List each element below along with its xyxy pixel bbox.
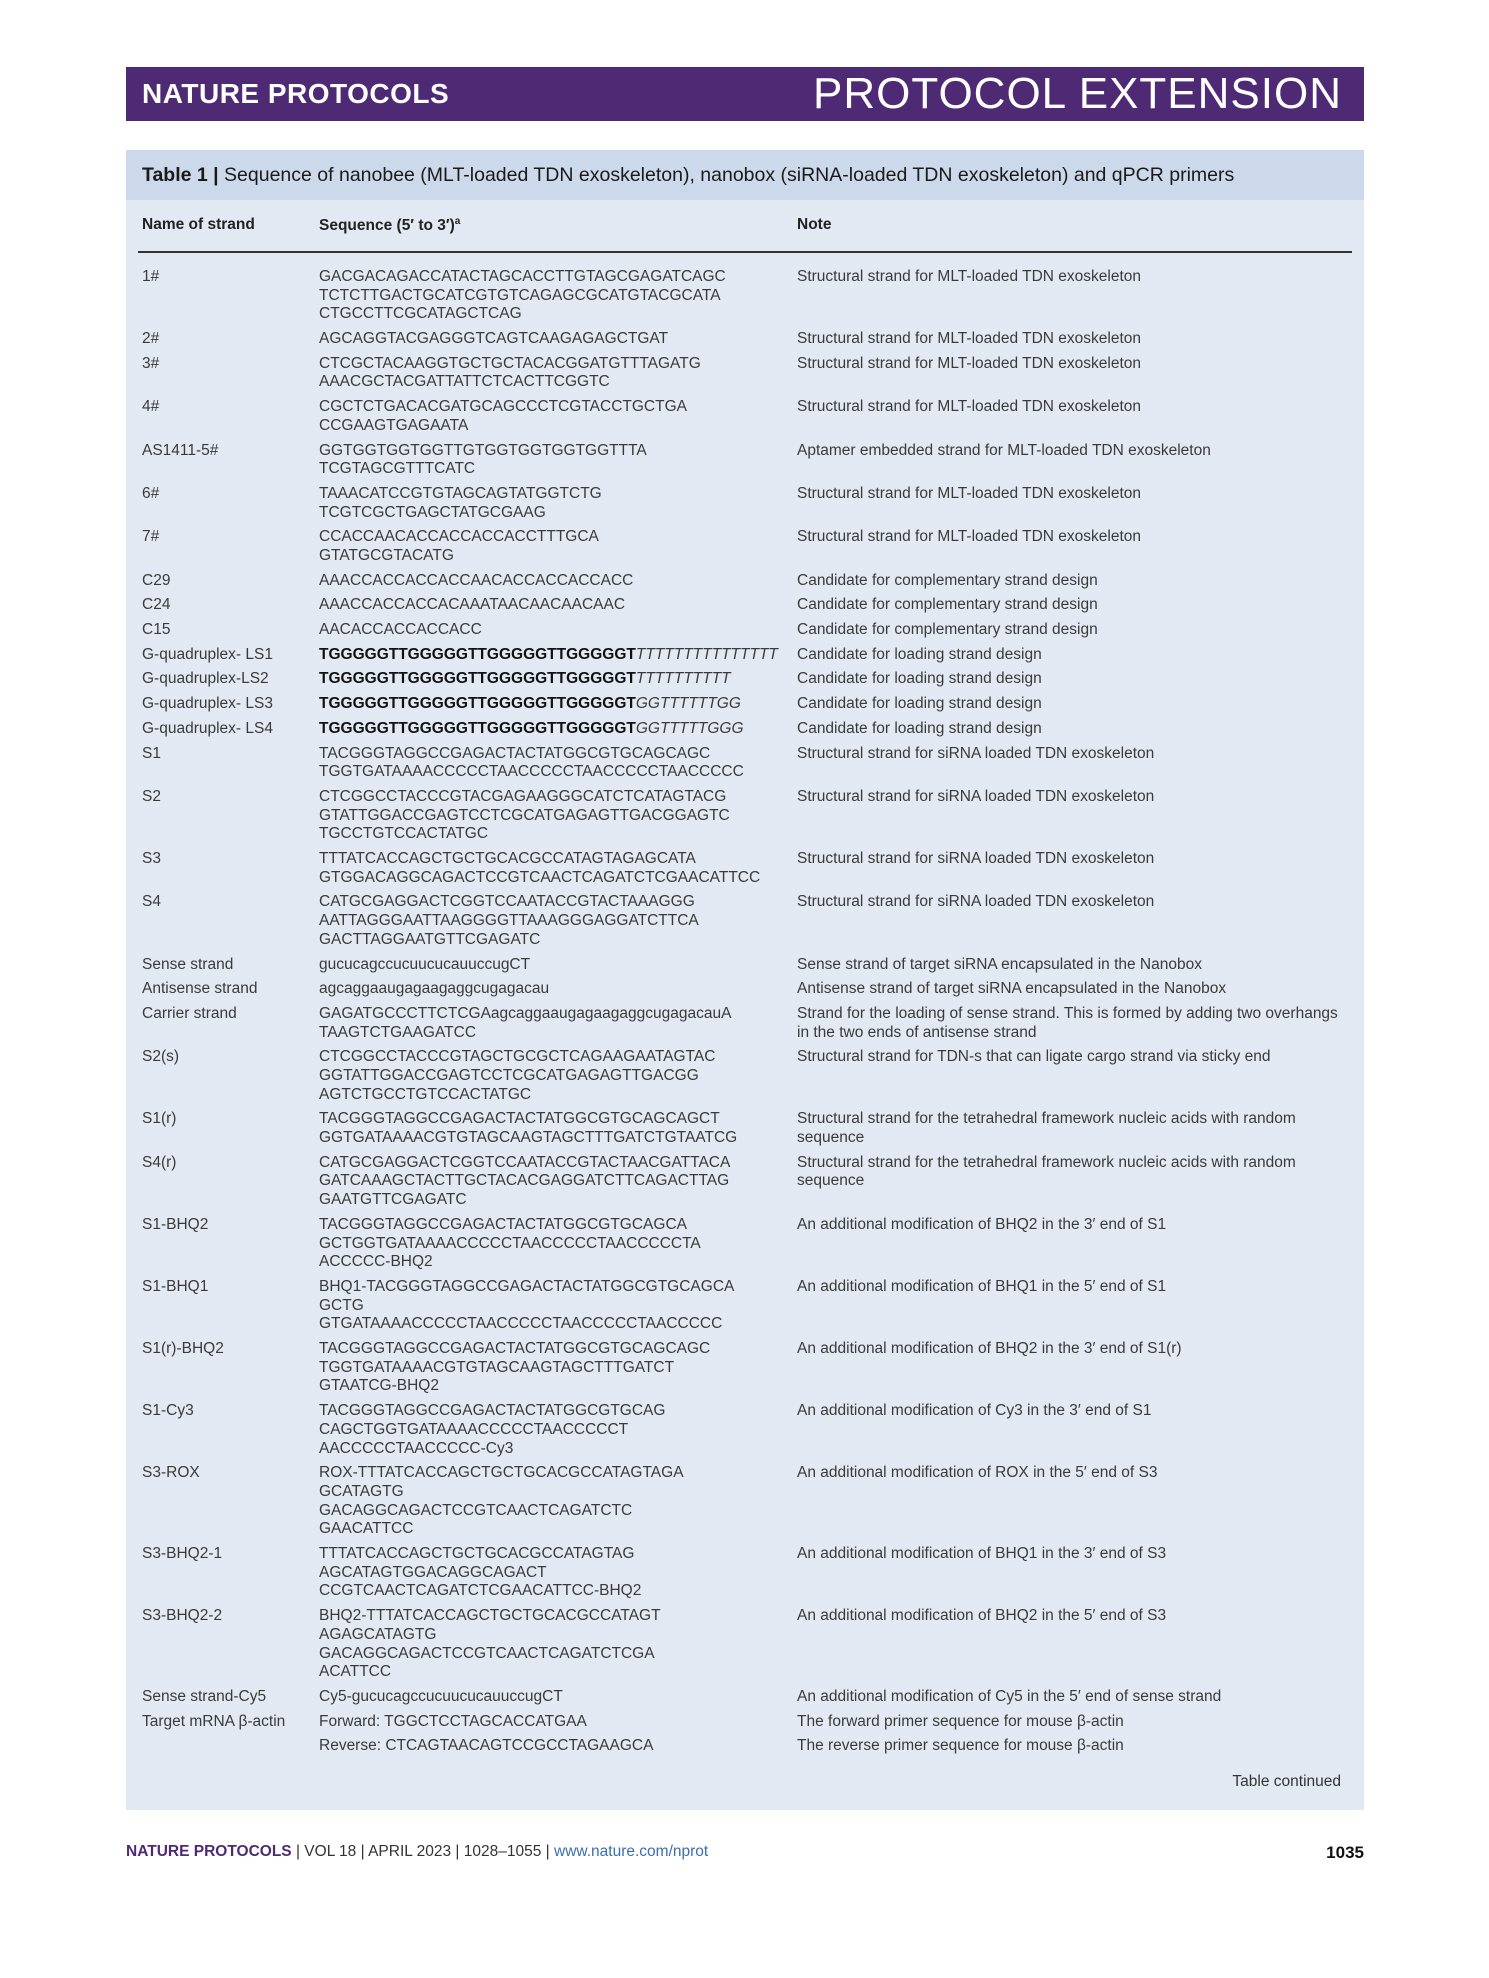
sequence-line: gucucagccucuucucauuccugCT — [319, 955, 531, 973]
strand-sequence — [319, 1545, 789, 1601]
sequence-line: ACATTCC — [319, 1663, 392, 1681]
poly-tail: GGTTTTTGGG — [635, 719, 744, 737]
section-label: PROTOCOL EXTENSION — [813, 69, 1342, 118]
strand-sequence — [319, 528, 789, 565]
strand-sequence — [319, 1154, 789, 1210]
sequence-line: GGTGGTGGTGGTTGTGGTGGTGGTGGTTTA — [319, 441, 647, 459]
strand-note: Structural strand for siRNA loaded TDN exoskeleton — [797, 744, 1155, 762]
strand-name: G-quadruplex- LS3 — [142, 695, 273, 713]
sequence-line: AACACCACCACCACC — [319, 621, 482, 639]
table-continued: Table continued — [1232, 1773, 1341, 1790]
table-row — [0, 528, 1489, 565]
table-row — [0, 1340, 1489, 1396]
table-body — [0, 268, 1489, 1762]
table-row — [0, 893, 1489, 949]
strand-note: Structural strand for MLT-loaded TDN exoskeleton — [797, 484, 1142, 502]
strand-sequence — [319, 788, 789, 844]
table-row — [0, 956, 1489, 975]
sequence-line: TCTCTTGACTGCATCGTGTCAGAGCGCATGTACGCATA — [319, 286, 721, 304]
strand-name: S2 — [142, 787, 161, 805]
table-row — [0, 355, 1489, 392]
sequence-line: AGTCTGCCTGTCCACTATGC — [319, 1085, 532, 1103]
strand-note: Candidate for complementary strand design — [797, 621, 1098, 639]
strand-sequence — [319, 268, 789, 324]
table-row — [0, 1545, 1489, 1601]
strand-sequence — [319, 1402, 789, 1458]
table-label: Table 1 | — [142, 164, 219, 186]
strand-name: 3# — [142, 354, 160, 372]
strand-sequence — [319, 596, 789, 615]
sequence-line: GAACATTCC — [319, 1520, 414, 1538]
sequence-line: ROX-TTTATCACCAGCTGCTGCACGCCATAGTAGA — [319, 1464, 684, 1482]
sequence-line: GAGATGCCCTTCTCGAagcaggaaugagaagaggcugagacauA — [319, 1004, 732, 1022]
table-row — [0, 572, 1489, 591]
strand-sequence — [319, 1216, 789, 1272]
sequence-line: Forward: TGGCTCCTAGCACCATGAA — [319, 1712, 587, 1730]
strand-sequence — [319, 442, 789, 479]
strand-note: Structural strand for MLT-loaded TDN exoskeleton — [797, 330, 1142, 348]
footer-journal: NATURE PROTOCOLS — [126, 1843, 292, 1860]
strand-name: Target mRNA β-actin — [142, 1712, 286, 1730]
strand-note: Structural strand for MLT-loaded TDN exoskeleton — [797, 528, 1142, 546]
strand-note: Candidate for loading strand design — [797, 695, 1042, 713]
table-row — [0, 1737, 1489, 1756]
table-row — [0, 788, 1489, 844]
strand-name: 6# — [142, 484, 160, 502]
sequence-line: GCATAGTG — [319, 1482, 404, 1500]
sequence-line: TTTATCACCAGCTGCTGCACGCCATAGTAGAGCATA — [319, 850, 696, 868]
sequence-line — [319, 646, 789, 665]
strand-name: C24 — [142, 596, 171, 614]
strand-note: Candidate for loading strand design — [797, 670, 1042, 688]
sequence-line: AAACGCTACGATTATTCTCACTTCGGTC — [319, 373, 610, 391]
strand-note: Structural strand for siRNA loaded TDN exoskeleton — [797, 850, 1155, 868]
table-caption — [126, 150, 1364, 200]
footer-sep: | — [360, 1843, 365, 1860]
strand-name: 4# — [142, 398, 160, 416]
strand-name: G-quadruplex- LS1 — [142, 645, 273, 663]
sequence-line: TGGTGATAAAACGTGTAGCAAGTAGCTTTGATCT — [319, 1358, 675, 1376]
sequence-line: TACGGGTAGGCCGAGACTACTATGGCGTGCAGCAGC — [319, 744, 711, 762]
sequence-line: GTATGCGTACATG — [319, 547, 454, 565]
strand-note: The reverse primer sequence for mouse β-actin — [797, 1737, 1124, 1755]
strand-sequence — [319, 1278, 789, 1334]
sequence-line: CTCGGCCTACCCGTACGAGAAGGGCATCTCATAGTACG — [319, 787, 727, 805]
sequence-line: CGCTCTGACACGATGCAGCCCTCGTACCTGCTGA — [319, 398, 687, 416]
sequence-line: GGTGATAAAACGTGTAGCAAGTAGCTTTGATCTGTAATCG — [319, 1129, 738, 1147]
table-row — [0, 670, 1489, 689]
sequence-line: Reverse: CTCAGTAACAGTCCGCCTAGAAGCA — [319, 1737, 654, 1755]
strand-name: G-quadruplex-LS2 — [142, 670, 269, 688]
table-row — [0, 850, 1489, 887]
sequence-line: GAATGTTCGAGATC — [319, 1191, 467, 1209]
strand-sequence — [319, 1048, 789, 1104]
strand-name: S1 — [142, 744, 161, 762]
sequence-line: CATGCGAGGACTCGGTCCAATACCGTACTAACGATTACA — [319, 1153, 731, 1171]
footer-sep: | — [545, 1843, 550, 1860]
sequence-line: GCTGGTGATAAAACCCCCTAACCCCCTAACCCCCTA — [319, 1234, 701, 1252]
strand-note: Antisense strand of target siRNA encapsulated in the Nanobox — [797, 980, 1227, 998]
sequence-line: BHQ2-TTTATCACCAGCTGCTGCACGCCATAGT — [319, 1607, 661, 1625]
footer-volume: VOL 18 — [304, 1843, 357, 1860]
strand-name: 1# — [142, 268, 160, 285]
journal-name: NATURE PROTOCOLS — [142, 78, 450, 109]
strand-note: Candidate for loading strand design — [797, 645, 1042, 663]
strand-sequence — [319, 956, 789, 975]
strand-note: Structural strand for the tetrahedral framework nucleic acids with random sequence — [797, 1153, 1296, 1190]
strand-name: Antisense strand — [142, 980, 258, 998]
strand-name: AS1411-5# — [142, 441, 219, 459]
sequence-line: TACGGGTAGGCCGAGACTACTATGGCGTGCAGCAGC — [319, 1340, 711, 1358]
sequence-line: AAACCACCACCACAAATAACAACAACAAC — [319, 596, 626, 614]
strand-note: An additional modification of BHQ2 in the 3′ end of S1(r) — [797, 1340, 1182, 1358]
strand-note: Structural strand for MLT-loaded TDN exoskeleton — [797, 398, 1142, 416]
strand-sequence — [319, 980, 789, 999]
strand-note: Candidate for complementary strand design — [797, 571, 1098, 589]
strand-note: Structural strand for TDN-s that can ligate cargo strand via sticky end — [797, 1048, 1271, 1066]
strand-note: Structural strand for siRNA loaded TDN exoskeleton — [797, 787, 1155, 805]
sequence-line — [319, 695, 789, 714]
table-row — [0, 745, 1489, 782]
strand-sequence — [319, 1713, 789, 1732]
sequence-line: TGGTGATAAAACCCCCTAACCCCCTAACCCCCTAACCCCC — [319, 763, 744, 781]
sequence-line: ACCCCC-BHQ2 — [319, 1253, 433, 1271]
strand-note: An additional modification of BHQ1 in the 5′ end of S1 — [797, 1277, 1167, 1295]
strand-name: Sense strand-Cy5 — [142, 1687, 267, 1705]
table-caption-text: Sequence of nanobee (MLT-loaded TDN exoskeleton), nanobox (siRNA-loaded TDN exoskeleton) and qPCR primers — [224, 164, 1235, 186]
sequence-line: GACGACAGACCATACTAGCACCTTGTAGCGAGATCAGC — [319, 268, 726, 285]
strand-note: An additional modification of BHQ2 in the 5′ end of S3 — [797, 1607, 1167, 1625]
table-row — [0, 1048, 1489, 1104]
footer-citation — [126, 1843, 708, 1861]
strand-note: An additional modification of ROX in the 5′ end of S3 — [797, 1464, 1158, 1482]
g-quadruplex-core: TGGGGGTTGGGGGTTGGGGGTTGGGGGT — [319, 670, 636, 688]
table-row — [0, 330, 1489, 349]
sequence-line: TTTATCACCAGCTGCTGCACGCCATAGTAG — [319, 1545, 635, 1563]
strand-sequence — [319, 1688, 789, 1707]
sequence-line: AGAGCATAGTG — [319, 1625, 437, 1643]
poly-tail: GGTTTTTTGG — [635, 695, 741, 713]
strand-name: S3-BHQ2-1 — [142, 1545, 223, 1563]
strand-name: S1(r)-BHQ2 — [142, 1340, 224, 1358]
strand-name: S1-Cy3 — [142, 1402, 194, 1420]
strand-sequence — [319, 355, 789, 392]
strand-name: Sense strand — [142, 955, 234, 973]
strand-note: An additional modification of Cy5 in the 5′ end of sense strand — [797, 1687, 1222, 1705]
strand-sequence — [319, 1464, 789, 1539]
sequence-line: TACGGGTAGGCCGAGACTACTATGGCGTGCAGCA — [319, 1215, 687, 1233]
g-quadruplex-core: TGGGGGTTGGGGGTTGGGGGTTGGGGGT — [319, 719, 636, 737]
strand-sequence — [319, 670, 789, 689]
footer-date: APRIL 2023 — [368, 1843, 452, 1860]
strand-sequence — [319, 720, 789, 739]
table-row — [0, 1688, 1489, 1707]
sequence-line: TACGGGTAGGCCGAGACTACTATGGCGTGCAGCAGCT — [319, 1110, 720, 1128]
table-row — [0, 695, 1489, 714]
sequence-line: AACCCCCTAACCCCC-Cy3 — [319, 1439, 514, 1457]
strand-sequence — [319, 621, 789, 640]
table-row — [0, 398, 1489, 435]
table-row — [0, 1464, 1489, 1539]
poly-tail: TTTTTTTTTTTTTTT — [635, 645, 778, 663]
table-row — [0, 1154, 1489, 1210]
strand-sequence — [319, 893, 789, 949]
strand-sequence — [319, 1110, 789, 1147]
sequence-line: CCGAAGTGAGAATA — [319, 416, 469, 434]
sequence-line: TGCCTGTCCACTATGC — [319, 825, 489, 843]
sequence-line: GCTG — [319, 1296, 364, 1314]
strand-sequence — [319, 398, 789, 435]
footer-url[interactable]: www.nature.com/nprot — [554, 1843, 709, 1860]
sequence-line: GTGGACAGGCAGACTCCGTCAACTCAGATCTCGAACATTCC — [319, 868, 761, 886]
table-row — [0, 621, 1489, 640]
table-row — [0, 442, 1489, 479]
sequence-line: TAAGTCTGAAGATCC — [319, 1023, 477, 1041]
sequence-line: CTCGGCCTACCCGTAGCTGCGCTCAGAAGAATAGTAC — [319, 1048, 716, 1066]
sequence-line: CATGCGAGGACTCGGTCCAATACCGTACTAAAGGG — [319, 893, 695, 911]
sequence-line: GACAGGCAGACTCCGTCAACTCAGATCTC — [319, 1501, 633, 1519]
sequence-line: agcaggaaugagaagaggcugagacau — [319, 980, 550, 998]
strand-name: S4 — [142, 893, 161, 911]
strand-name: S2(s) — [142, 1048, 180, 1066]
strand-sequence — [319, 646, 789, 665]
strand-name: C15 — [142, 621, 171, 639]
strand-name: S3-ROX — [142, 1464, 200, 1482]
footer-sep: | — [455, 1843, 460, 1860]
g-quadruplex-core: TGGGGGTTGGGGGTTGGGGGTTGGGGGT — [319, 645, 636, 663]
strand-sequence — [319, 330, 789, 349]
sequence-line — [319, 670, 789, 689]
strand-sequence — [319, 572, 789, 591]
sequence-line: CCGTCAACTCAGATCTCGAACATTCC-BHQ2 — [319, 1582, 642, 1600]
strand-name: 7# — [142, 528, 160, 546]
table-row — [0, 1402, 1489, 1458]
strand-sequence — [319, 1607, 789, 1682]
sequence-line: TAAACATCCGTGTAGCAGTATGGTCTG — [319, 484, 602, 502]
column-header-sequence-text: Sequence (5′ to 3′) — [319, 217, 455, 235]
strand-name: S1-BHQ1 — [142, 1277, 209, 1295]
table-row — [0, 1005, 1489, 1042]
sequence-line: GTAATCG-BHQ2 — [319, 1377, 439, 1395]
strand-name: S3-BHQ2-2 — [142, 1607, 223, 1625]
strand-note: Structural strand for MLT-loaded TDN exoskeleton — [797, 268, 1142, 285]
sequence-line: CTGCCTTCGCATAGCTCAG — [319, 305, 522, 323]
strand-name: C29 — [142, 571, 171, 589]
strand-note: Strand for the loading of sense strand. This is formed by adding two overhangs in the two ends of antisense strand — [797, 1004, 1338, 1041]
strand-sequence — [319, 1340, 789, 1396]
footnote-mark: a — [454, 216, 461, 227]
table-row — [0, 1110, 1489, 1147]
sequence-line: GTGATAAAACCCCCTAACCCCCTAACCCCCTAACCCCC — [319, 1315, 723, 1333]
strand-name: G-quadruplex- LS4 — [142, 719, 273, 737]
strand-name: S3 — [142, 850, 161, 868]
strand-note: An additional modification of BHQ2 in the 3′ end of S1 — [797, 1215, 1167, 1233]
strand-sequence — [319, 745, 789, 782]
strand-note: An additional modification of Cy3 in the 3′ end of S1 — [797, 1402, 1152, 1420]
sequence-line: GACTTAGGAATGTTCGAGATC — [319, 930, 541, 948]
strand-sequence — [319, 695, 789, 714]
sequence-line: CTCGCTACAAGGTGCTGCTACACGGATGTTTAGATG — [319, 354, 701, 372]
sequence-line: TCGTAGCGTTTCATC — [319, 460, 476, 478]
strand-note: The forward primer sequence for mouse β-actin — [797, 1712, 1124, 1730]
column-header-sequence — [319, 216, 460, 235]
footer-sep: | — [295, 1843, 300, 1860]
strand-name: Carrier strand — [142, 1004, 237, 1022]
strand-name: S4(r) — [142, 1153, 177, 1171]
strand-sequence — [319, 485, 789, 522]
strand-note: Candidate for complementary strand design — [797, 596, 1098, 614]
header-rule — [138, 251, 1352, 253]
footer-pages: 1028–1055 — [463, 1843, 542, 1860]
sequence-line: GACAGGCAGACTCCGTCAACTCAGATCTCGA — [319, 1644, 655, 1662]
table-row — [0, 1216, 1489, 1272]
table-row — [0, 980, 1489, 999]
sequence-line: CCACCAACACCACCACCACCTTTGCA — [319, 528, 599, 546]
table-row — [0, 485, 1489, 522]
table-row — [0, 268, 1489, 324]
strand-sequence — [319, 850, 789, 887]
sequence-line: CAGCTGGTGATAAAACCCCCTAACCCCCT — [319, 1420, 629, 1438]
sequence-line: AAACCACCACCACCAACACCACCACCACC — [319, 571, 634, 589]
sequence-line: AGCATAGTGGACAGGCAGACT — [319, 1563, 547, 1581]
page-number: 1035 — [1326, 1843, 1364, 1862]
sequence-line: AATTAGGGAATTAAGGGGTTAAAGGGAGGATCTTCA — [319, 912, 699, 930]
sequence-line: GATCAAAGCTACTTGCTACACGAGGATCTTCAGACTTAG — [319, 1172, 730, 1190]
poly-tail: TTTTTTTTTT — [635, 670, 731, 688]
strand-name: S1-BHQ2 — [142, 1215, 209, 1233]
strand-sequence — [319, 1005, 789, 1042]
table-row — [0, 596, 1489, 615]
table-row — [0, 1278, 1489, 1334]
strand-note: An additional modification of BHQ1 in the 3′ end of S3 — [797, 1545, 1167, 1563]
strand-note: Candidate for loading strand design — [797, 719, 1042, 737]
strand-note: Sense strand of target siRNA encapsulated in the Nanobox — [797, 955, 1202, 973]
strand-note: Structural strand for the tetrahedral framework nucleic acids with random sequence — [797, 1110, 1296, 1147]
sequence-line: BHQ1-TACGGGTAGGCCGAGACTACTATGGCGTGCAGCA — [319, 1277, 735, 1295]
sequence-line: GTATTGGACCGAGTCCTCGCATGAGAGTTGACGGAGTC — [319, 806, 730, 824]
table-row — [0, 720, 1489, 739]
strand-name: 2# — [142, 330, 160, 348]
strand-note: Aptamer embedded strand for MLT-loaded TDN exoskeleton — [797, 441, 1211, 459]
strand-note: Structural strand for siRNA loaded TDN exoskeleton — [797, 893, 1155, 911]
strand-name: S1(r) — [142, 1110, 177, 1128]
strand-note: Structural strand for MLT-loaded TDN exoskeleton — [797, 354, 1142, 372]
sequence-line: GGTATTGGACCGAGTCCTCGCATGAGAGTTGACGG — [319, 1066, 699, 1084]
sequence-line — [319, 720, 789, 739]
sequence-line: AGCAGGTACGAGGGTCAGTCAAGAGAGCTGAT — [319, 330, 669, 348]
sequence-line: TACGGGTAGGCCGAGACTACTATGGCGTGCAG — [319, 1402, 666, 1420]
g-quadruplex-core: TGGGGGTTGGGGGTTGGGGGTTGGGGGT — [319, 695, 636, 713]
strand-sequence — [319, 1737, 789, 1756]
column-header-note: Note — [797, 216, 832, 233]
sequence-line: Cy5-gucucagccucuucucauuccugCT — [319, 1687, 563, 1705]
table-row — [0, 1713, 1489, 1732]
table-row — [0, 1607, 1489, 1682]
column-header-name: Name of strand — [142, 216, 255, 233]
sequence-line: TCGTCGCTGAGCTATGCGAAG — [319, 503, 546, 521]
journal-banner — [126, 67, 1364, 121]
table-row — [0, 646, 1489, 665]
